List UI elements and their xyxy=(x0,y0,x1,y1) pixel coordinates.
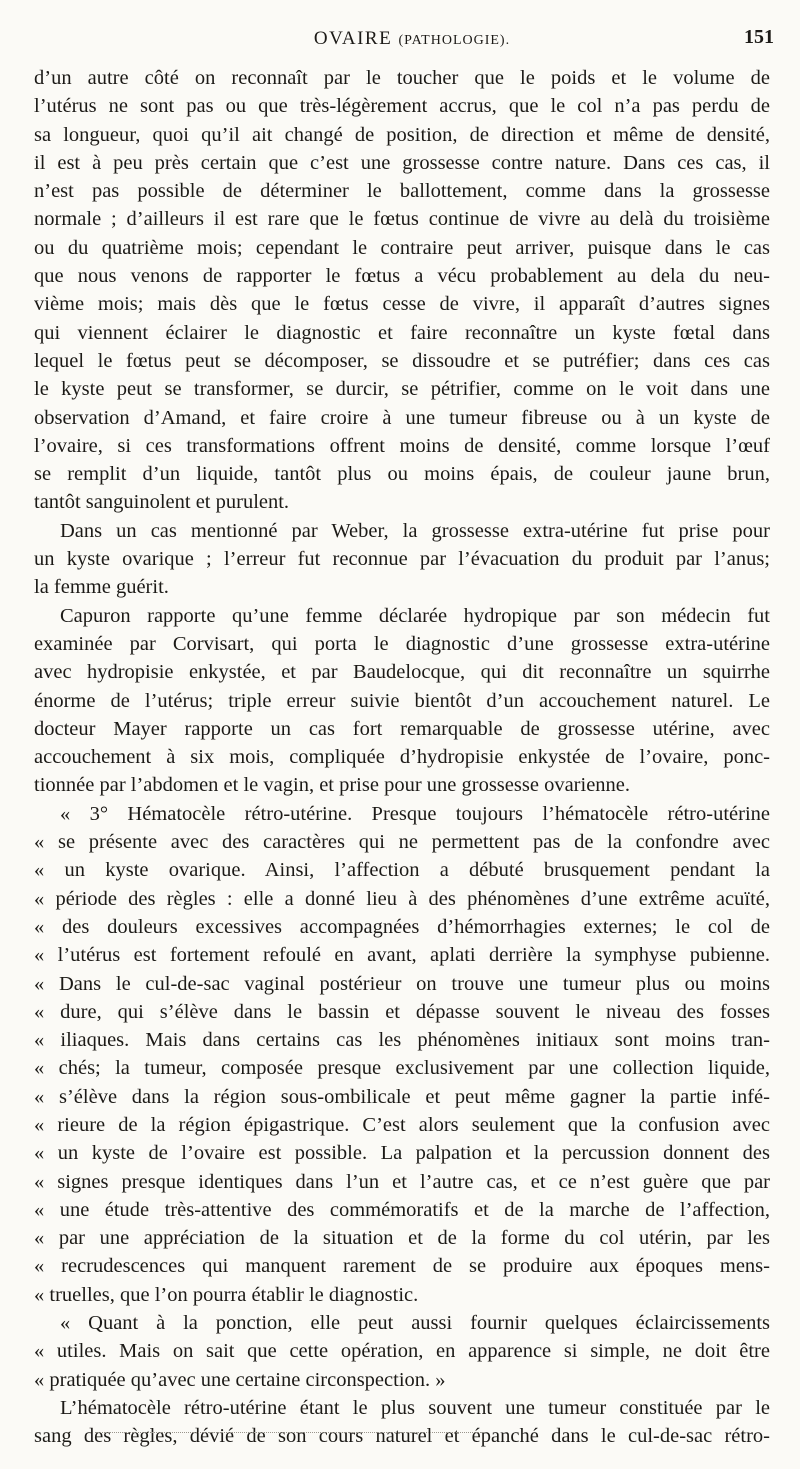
text-line: « signes presque identiques dans l’un et l’autre cas, et ce n’est guère que par xyxy=(34,1170,770,1193)
text-line: « se présente avec des caractères qui ne permettent pas de la confondre avec xyxy=(34,831,770,854)
text-line: lequel le fœtus peut se décomposer, se dissoudre et se putréfier; dans ces cas xyxy=(34,349,770,372)
text-line: « s’élève dans la région sous-ombilicale et peut même gagner la partie infé- xyxy=(34,1085,770,1108)
text-line: avec hydropisie enkystée, et par Baudelocque, qui dit reconnaître un squirrhe xyxy=(34,661,770,684)
book-page xyxy=(34,26,774,1451)
text-line: « l’utérus est fortement refoulé en avant, aplati derrière la symphyse pubienne. xyxy=(34,944,770,967)
page-number: 151 xyxy=(744,26,774,48)
text-line: « une étude très-attentive des commémoratifs et de la marche de l’affection, xyxy=(34,1198,770,1221)
text-line: tionnée par l’abdomen et le vagin, et prise pour une grossesse ovarienne. xyxy=(34,774,631,797)
text-line: « chés; la tumeur, composée presque exclusivement par une collection liquide, xyxy=(34,1057,770,1080)
body-text xyxy=(34,64,770,1451)
text-line: « pratiquée qu’avec une certaine circonspection. » xyxy=(34,1368,446,1391)
text-line: se remplit d’un liquide, tantôt plus ou moins épais, de couleur jaune brun, xyxy=(34,463,770,486)
text-line: « rieure de la région épigastrique. C’est alors seulement que la confusion avec xyxy=(34,1113,770,1136)
text-line: « période des règles : elle a donné lieu à des phénomènes d’une extrême acuïté, xyxy=(34,887,770,910)
text-line: « utiles. Mais on sait que cette opération, en apparence si simple, ne doit être xyxy=(34,1340,770,1363)
text-line: « Quant à la ponction, elle peut aussi fournir quelques éclaircissements xyxy=(60,1312,770,1335)
text-line: « 3° Hématocèle rétro-utérine. Presque toujours l’hématocèle rétro-utérine xyxy=(60,802,770,825)
text-line: qui viennent éclairer le diagnostic et faire reconnaître un kyste fœtal dans xyxy=(34,321,770,344)
text-line: « iliaques. Mais dans certains cas les phénomènes initiaux sont moins tran- xyxy=(34,1029,770,1052)
text-line: énorme de l’utérus; triple erreur suivie bientôt d’un accouchement naturel. Le xyxy=(34,689,770,712)
text-line: que nous venons de rapporter le fœtus a vécu probablement au dela du neu- xyxy=(34,265,770,288)
text-line: « recrudescences qui manquent rarement de se produire aux époques mens- xyxy=(34,1255,770,1278)
header-title: OVAIRE (PATHOLOGIE). xyxy=(313,28,511,49)
text-line: L’hématocèle rétro-utérine étant le plus souvent une tumeur constituée par le xyxy=(60,1396,770,1419)
text-line: sa longueur, quoi qu’il ait changé de position, de direction et même de densité, xyxy=(34,123,770,146)
text-line: docteur Mayer rapporte un cas fort remarquable de grossesse utérine, avec xyxy=(34,717,770,740)
text-line: « un kyste ovarique. Ainsi, l’affection a débuté brusquement pendant la xyxy=(34,859,770,882)
text-line: examinée par Corvisart, qui porta le diagnostic d’une grossesse extra-utérine xyxy=(34,632,770,655)
text-line: normale ; d’ailleurs il est rare que le fœtus continue de vivre au delà du troisième xyxy=(34,208,770,231)
text-line: l’utérus ne sont pas ou que très-légèrement accrus, que le col n’a pas perdu de xyxy=(34,95,770,118)
text-line: observation d’Amand, et faire croire à une tumeur fibreuse ou à un kyste de xyxy=(34,406,770,429)
text-line: vième mois; mais dès que le fœtus cesse de vivre, il apparaît d’autres signes xyxy=(34,293,770,316)
text-line: accouchement à six mois, compliquée d’hydropisie enkystée de l’ovaire, ponc- xyxy=(34,746,770,769)
text-line: « par une appréciation de la situation et de la forme du col utérin, par les xyxy=(34,1227,770,1250)
header-section: (PATHOLOGIE). xyxy=(398,33,511,48)
text-line: n’est pas possible de déterminer le ballottement, comme dans la grossesse xyxy=(34,180,770,203)
text-line: sang des règles, dévié de son cours naturel et épanché dans le cul-de-sac rétro- xyxy=(34,1425,770,1448)
text-line: d’un autre côté on reconnaît par le toucher que le poids et le volume de xyxy=(34,67,770,89)
text-line: un kyste ovarique ; l’erreur fut reconnue par l’évacuation du produit par l’anus; xyxy=(34,548,770,571)
text-line: l’ovaire, si ces transformations offrent moins de densité, comme lorsque l’œuf xyxy=(34,434,770,457)
text-line: ou du quatrième mois; cependant le contraire peut arriver, puisque dans le cas xyxy=(34,236,770,259)
text-line: Capuron rapporte qu’une femme déclarée hydropique par son médecin fut xyxy=(60,604,770,627)
text-line: « Dans le cul-de-sac vaginal postérieur on trouve une tumeur plus ou moins xyxy=(34,972,770,995)
text-line: « truelles, que l’on pourra établir le diagnostic. xyxy=(34,1283,419,1306)
text-line: la femme guérit. xyxy=(34,576,169,599)
text-line: il est à peu près certain que c’est une grossesse contre nature. Dans ces cas, il xyxy=(34,151,770,174)
text-line: le kyste peut se transformer, se durcir, se pétrifier, comme on le voit dans une xyxy=(34,378,770,401)
footer-rule xyxy=(95,1432,485,1433)
text-line: « dure, qui s’élève dans le bassin et dépasse souvent le niveau des fosses xyxy=(34,1000,770,1023)
text-line: « des douleurs excessives accompagnées d’hémorrhagies externes; le col de xyxy=(34,915,770,938)
text-line: « un kyste de l’ovaire est possible. La palpation et la percussion donnent des xyxy=(34,1142,770,1165)
text-line: Dans un cas mentionné par Weber, la grossesse extra-utérine fut prise pour xyxy=(60,519,770,542)
text-line: tantôt sanguinolent et purulent. xyxy=(34,491,290,514)
running-header xyxy=(34,26,774,64)
